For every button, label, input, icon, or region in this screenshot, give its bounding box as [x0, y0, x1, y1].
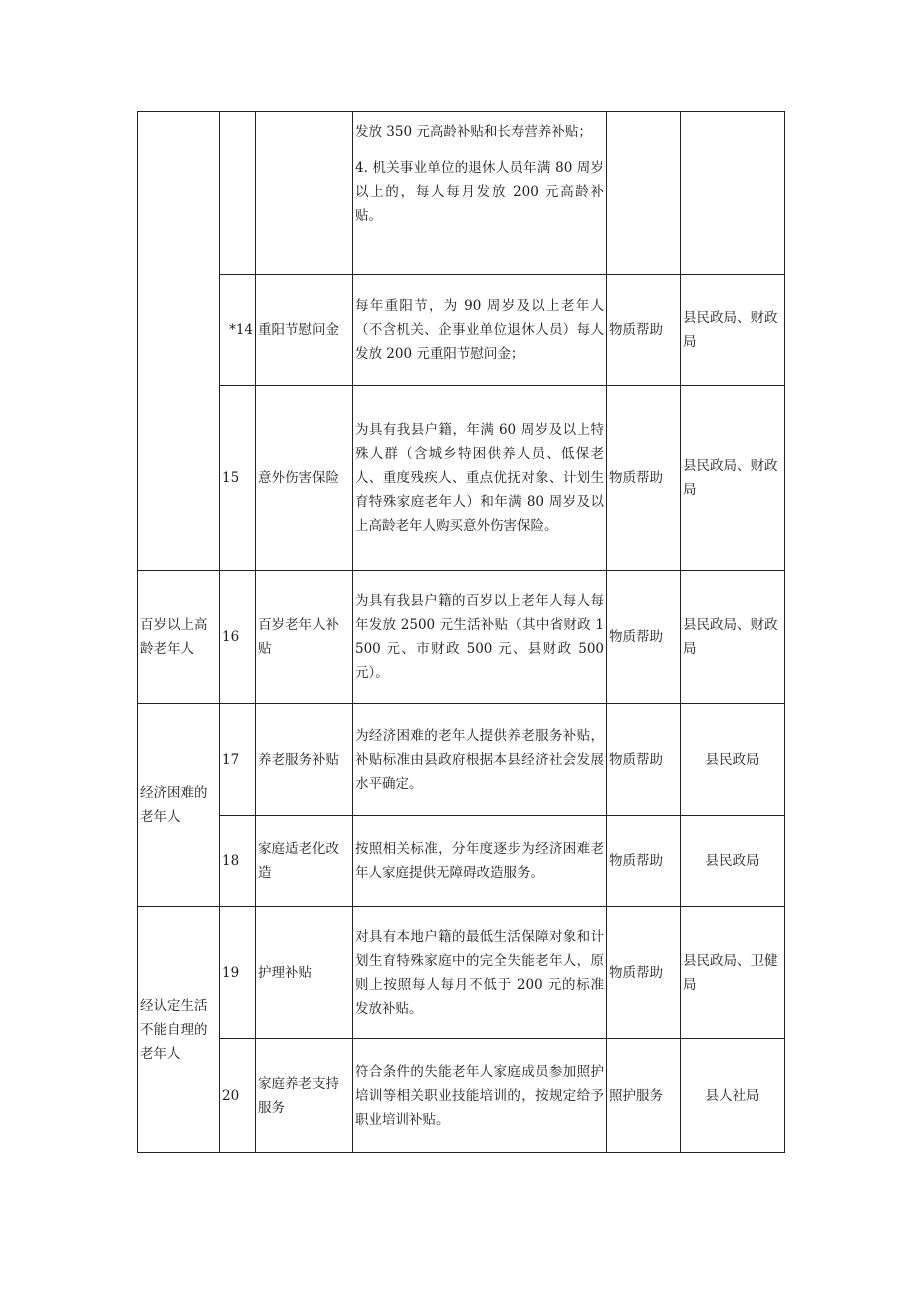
item-cell — [256, 112, 353, 275]
item-cell: 重阳节慰问金 — [256, 275, 353, 386]
table-row — [138, 275, 785, 386]
item-cell: 百岁老年人补贴 — [256, 571, 353, 704]
content-cell — [353, 112, 607, 275]
type-cell: 物质帮助 — [607, 386, 681, 571]
number-cell: 20 — [220, 1039, 256, 1153]
table-row — [138, 816, 785, 907]
content-cell: 为经济困难的老年人提供养老服务补贴，补贴标准由县政府根据本县经济社会发展水平确定。 — [353, 704, 607, 816]
content-cell: 符合条件的失能老年人家庭成员参加照护培训等相关职业技能培训的，按规定给予职业培训补贴。 — [353, 1039, 607, 1153]
department-cell: 县人社局 — [681, 1039, 785, 1153]
number-cell: 16 — [220, 571, 256, 704]
content-cell: 为具有我县户籍，年满 60 周岁及以上特殊人群（含城乡特困供养人员、低保老人、重度残疾人、重点优抚对象、计划生育特殊家庭老年人）和年满 80 周岁及以上高龄老年人购买意外伤害保险。 — [353, 386, 607, 571]
content-cell: 为具有我县户籍的百岁以上老年人每人每年发放 2500 元生活补贴（其中省财政 1500 元、市财政 500 元、县财政 500 元）。 — [353, 571, 607, 704]
table-row — [138, 1039, 785, 1153]
department-cell: 县民政局、财政局 — [681, 571, 785, 704]
type-cell: 物质帮助 — [607, 571, 681, 704]
department-cell — [681, 112, 785, 275]
content-cell: 每年重阳节，为 90 周岁及以上老年人（不含机关、企事业单位退休人员）每人发放 200 元重阳节慰问金； — [353, 275, 607, 386]
type-cell: 物质帮助 — [607, 816, 681, 907]
category-cell: 百岁以上高龄老年人 — [138, 571, 220, 704]
department-cell: 县民政局 — [681, 816, 785, 907]
type-cell: 照护服务 — [607, 1039, 681, 1153]
item-cell: 意外伤害保险 — [256, 386, 353, 571]
type-cell: 物质帮助 — [607, 704, 681, 816]
content-cell: 对具有本地户籍的最低生活保障对象和计划生育特殊家庭中的完全失能老年人，原则上按照每人每月不低于 200 元的标准发放补贴。 — [353, 907, 607, 1039]
category-cell — [138, 112, 220, 571]
table-row — [138, 704, 785, 816]
content-paragraph: 4. 机关事业单位的退休人员年满 80 周岁以上的，每人每月发放 200 元高龄补贴。 — [355, 160, 604, 224]
table-row — [138, 112, 785, 275]
department-cell: 县民政局 — [681, 704, 785, 816]
number-cell: 18 — [220, 816, 256, 907]
table-row — [138, 907, 785, 1039]
content-paragraph: 发放 350 元高龄补贴和长寿营养补贴； — [355, 124, 592, 140]
elderly-benefits-table — [137, 111, 785, 1153]
item-cell: 养老服务补贴 — [256, 704, 353, 816]
number-cell: 19 — [220, 907, 256, 1039]
department-cell: 县民政局、财政局 — [681, 386, 785, 571]
type-cell — [607, 112, 681, 275]
category-cell: 经认定生活不能自理的老年人 — [138, 907, 220, 1153]
type-cell: 物质帮助 — [607, 907, 681, 1039]
content-cell: 按照相关标准，分年度逐步为经济困难老年人家庭提供无障碍改造服务。 — [353, 816, 607, 907]
category-cell: 经济困难的老年人 — [138, 704, 220, 907]
department-cell: 县民政局、卫健局 — [681, 907, 785, 1039]
number-cell: *14 — [220, 275, 256, 386]
department-cell: 县民政局、财政局 — [681, 275, 785, 386]
number-cell: 15 — [220, 386, 256, 571]
table-row — [138, 571, 785, 704]
table-row — [138, 386, 785, 571]
item-cell: 家庭养老支持服务 — [256, 1039, 353, 1153]
number-cell — [220, 112, 256, 275]
item-cell: 家庭适老化改造 — [256, 816, 353, 907]
number-cell: 17 — [220, 704, 256, 816]
type-cell: 物质帮助 — [607, 275, 681, 386]
item-cell: 护理补贴 — [256, 907, 353, 1039]
